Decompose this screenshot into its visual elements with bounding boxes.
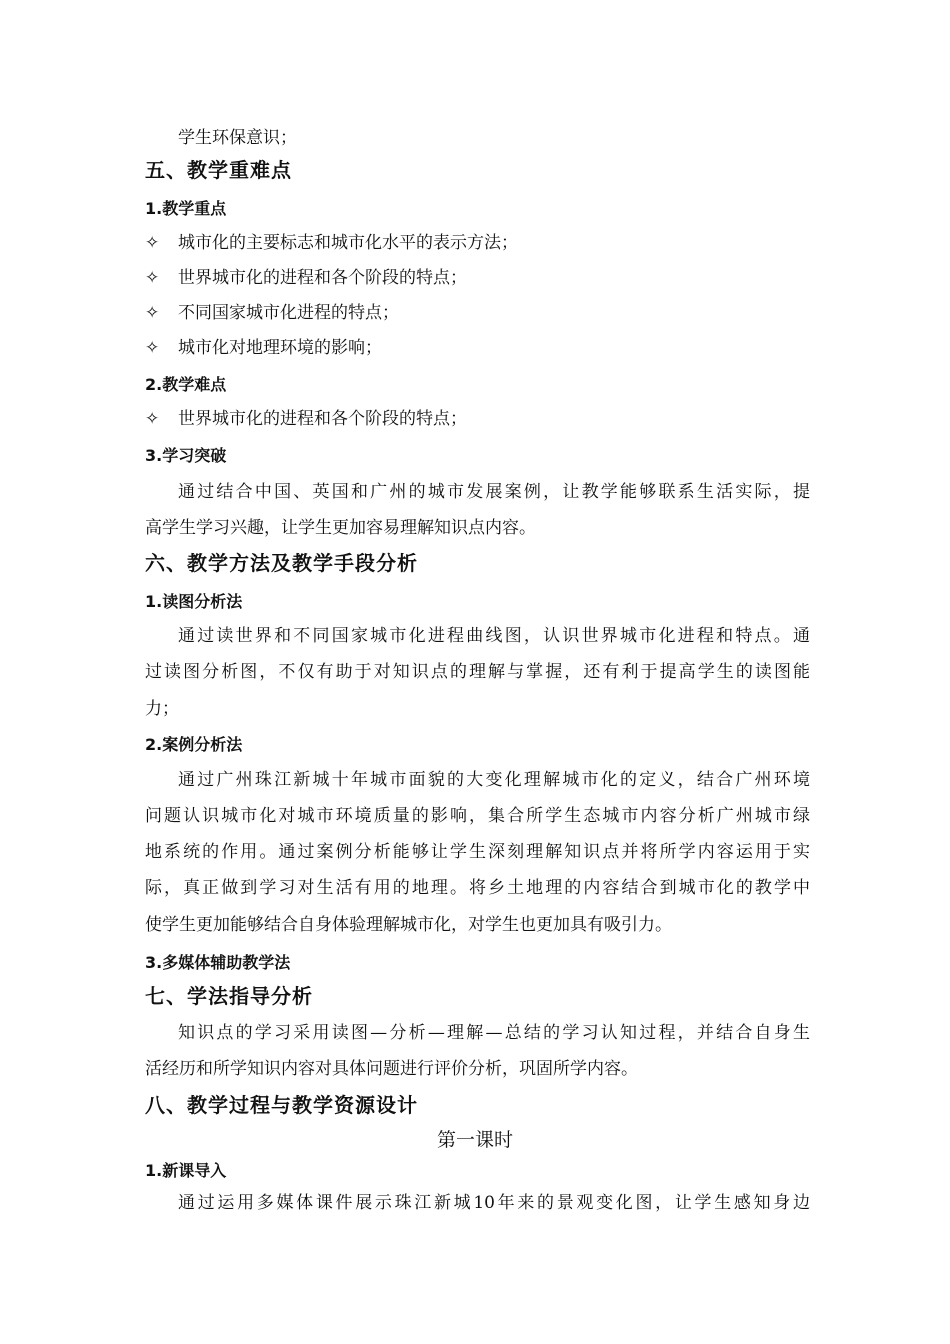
diamond-bullet-icon: ✧ <box>145 303 160 323</box>
bullet-item <box>145 336 810 360</box>
section-heading-7: 七、学法指导分析 <box>145 984 313 1008</box>
paragraph-line: 知识点的学习采用读图—分析—理解—总结的学习认知过程，并结合自身生 <box>178 1023 810 1043</box>
bullet-item <box>145 266 810 290</box>
bullet-item <box>145 231 810 255</box>
paragraph-line: 际，真正做到学习对生活有用的地理。将乡土地理的内容结合到城市化的教学中 <box>145 878 810 898</box>
diamond-bullet-icon: ✧ <box>145 233 160 253</box>
paragraph-line: 活经历和所学知识内容对具体问题进行评价分析，巩固所学内容。 <box>145 1059 638 1079</box>
paragraph-line: 通过读世界和不同国家城市化进程曲线图，认识世界城市化进程和特点。通 <box>178 626 810 646</box>
diamond-bullet-icon: ✧ <box>145 409 160 429</box>
bullet-item <box>145 301 810 325</box>
subheading-breakthrough: 3.学习突破 <box>145 446 227 465</box>
section-heading-5: 五、教学重难点 <box>145 158 292 182</box>
paragraph-line: 通过运用多媒体课件展示珠江新城10年来的景观变化图，让学生感知身边 <box>178 1193 810 1213</box>
bullet-text: 世界城市化的进程和各个阶段的特点； <box>178 409 467 429</box>
bullet-text: 城市化的主要标志和城市化水平的表示方法； <box>178 233 518 253</box>
bullet-text: 不同国家城市化进程的特点； <box>178 303 399 323</box>
subheading-map-reading: 1.读图分析法 <box>145 592 243 611</box>
paragraph-line: 通过结合中国、英国和广州的城市发展案例，让教学能够联系生活实际，提 <box>178 482 810 502</box>
bullet-text: 世界城市化的进程和各个阶段的特点； <box>178 268 467 288</box>
paragraph-line: 通过广州珠江新城十年城市面貌的大变化理解城市化的定义，结合广州环境 <box>178 770 810 790</box>
section-heading-8: 八、教学过程与教学资源设计 <box>145 1093 418 1117</box>
diamond-bullet-icon: ✧ <box>145 338 160 358</box>
paragraph-line: 学生环保意识； <box>178 128 297 148</box>
diamond-bullet-icon: ✧ <box>145 268 160 288</box>
lesson-title: 第一课时 <box>436 1129 513 1151</box>
subheading-difficulty: 2.教学难点 <box>145 375 227 394</box>
subheading-multimedia: 3.多媒体辅助教学法 <box>145 953 291 972</box>
paragraph-line: 问题认识城市化对城市环境质量的影响，集合所学生态城市内容分析广州城市绿 <box>145 806 810 826</box>
subheading-key-points: 1.教学重点 <box>145 199 227 218</box>
bullet-text: 城市化对地理环境的影响； <box>178 338 382 358</box>
paragraph-line: 使学生更加能够结合自身体验理解城市化，对学生也更加具有吸引力。 <box>145 915 672 935</box>
bullet-item <box>145 407 810 431</box>
paragraph-line: 过读图分析图，不仅有助于对知识点的理解与掌握，还有利于提高学生的读图能 <box>145 662 810 682</box>
paragraph-line: 力； <box>145 699 179 719</box>
subheading-intro: 1.新课导入 <box>145 1161 227 1180</box>
paragraph-line: 高学生学习兴趣，让学生更加容易理解知识点内容。 <box>145 518 536 538</box>
section-heading-6: 六、教学方法及教学手段分析 <box>145 551 418 575</box>
subheading-case-study: 2.案例分析法 <box>145 735 243 754</box>
paragraph-line: 地系统的作用。通过案例分析能够让学生深刻理解知识点并将所学内容运用于实 <box>145 842 810 862</box>
